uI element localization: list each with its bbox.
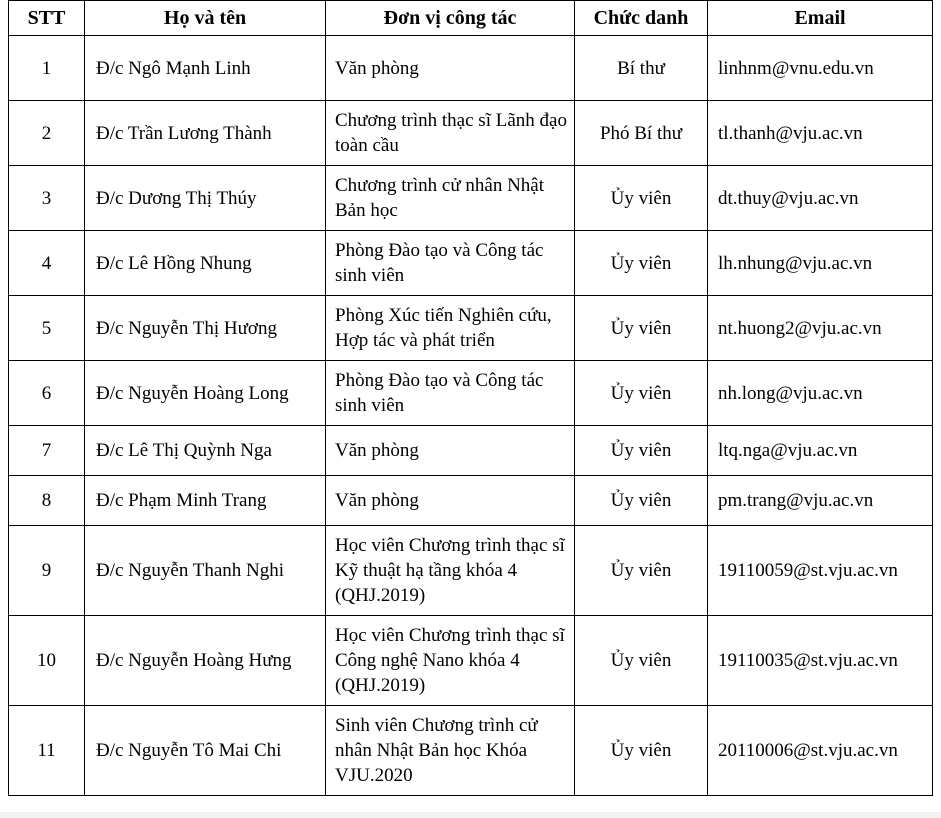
members-table [8,0,933,796]
cell-role: Ủy viên [575,231,708,296]
cell-email: linhnm@vnu.edu.vn [708,36,933,101]
cell-role: Ủy viên [575,706,708,796]
cell-name: Đ/c Nguyễn Thanh Nghi [85,526,326,616]
table-row [9,166,933,231]
cell-name: Đ/c Phạm Minh Trang [85,476,326,526]
header-unit: Đơn vị công tác [326,1,575,36]
cell-name: Đ/c Nguyễn Tô Mai Chi [85,706,326,796]
cell-email: nh.long@vju.ac.vn [708,361,933,426]
cell-email: 20110006@st.vju.ac.vn [708,706,933,796]
table-row [9,476,933,526]
table-row [9,426,933,476]
cell-unit: Văn phòng [326,36,575,101]
cell-stt: 9 [9,526,85,616]
cell-name: Đ/c Ngô Mạnh Linh [85,36,326,101]
cell-name: Đ/c Nguyễn Hoàng Hưng [85,616,326,706]
cell-stt: 5 [9,296,85,361]
cell-email: 19110035@st.vju.ac.vn [708,616,933,706]
cell-unit: Sinh viên Chương trình cử nhân Nhật Bản học Khóa VJU.2020 [326,706,575,796]
table-header-row [9,1,933,36]
cell-stt: 4 [9,231,85,296]
cell-email: tl.thanh@vju.ac.vn [708,101,933,166]
table-row [9,101,933,166]
header-role: Chức danh [575,1,708,36]
cell-role: Ủy viên [575,526,708,616]
cell-unit: Học viên Chương trình thạc sĩ Công nghệ Nano khóa 4 (QHJ.2019) [326,616,575,706]
cell-email: 19110059@st.vju.ac.vn [708,526,933,616]
cell-email: dt.thuy@vju.ac.vn [708,166,933,231]
cell-stt: 11 [9,706,85,796]
cell-stt: 10 [9,616,85,706]
cell-role: Ủy viên [575,166,708,231]
cell-stt: 3 [9,166,85,231]
table-row [9,361,933,426]
header-email: Email [708,1,933,36]
cell-email: nt.huong2@vju.ac.vn [708,296,933,361]
cell-name: Đ/c Nguyễn Hoàng Long [85,361,326,426]
bottom-margin-strip [0,812,941,818]
cell-unit: Phòng Xúc tiến Nghiên cứu, Hợp tác và phát triển [326,296,575,361]
cell-name: Đ/c Dương Thị Thúy [85,166,326,231]
table-row [9,706,933,796]
cell-name: Đ/c Nguyễn Thị Hương [85,296,326,361]
cell-role: Ủy viên [575,361,708,426]
table-row [9,296,933,361]
cell-email: pm.trang@vju.ac.vn [708,476,933,526]
header-stt: STT [9,1,85,36]
cell-unit: Chương trình cử nhân Nhật Bản học [326,166,575,231]
cell-role: Ủy viên [575,476,708,526]
cell-unit: Phòng Đào tạo và Công tác sinh viên [326,361,575,426]
cell-unit: Văn phòng [326,476,575,526]
cell-unit: Chương trình thạc sĩ Lãnh đạo toàn cầu [326,101,575,166]
cell-role: Bí thư [575,36,708,101]
cell-stt: 1 [9,36,85,101]
cell-email: lh.nhung@vju.ac.vn [708,231,933,296]
table-row [9,36,933,101]
cell-email: ltq.nga@vju.ac.vn [708,426,933,476]
cell-role: Ủy viên [575,616,708,706]
cell-stt: 7 [9,426,85,476]
cell-name: Đ/c Lê Thị Quỳnh Nga [85,426,326,476]
cell-stt: 2 [9,101,85,166]
cell-stt: 8 [9,476,85,526]
cell-unit: Văn phòng [326,426,575,476]
table-row [9,616,933,706]
cell-unit: Học viên Chương trình thạc sĩ Kỹ thuật hạ tầng khóa 4 (QHJ.2019) [326,526,575,616]
cell-role: Ủy viên [575,426,708,476]
table-row [9,231,933,296]
cell-stt: 6 [9,361,85,426]
table-row [9,526,933,616]
cell-name: Đ/c Lê Hồng Nhung [85,231,326,296]
cell-role: Phó Bí thư [575,101,708,166]
header-name: Họ và tên [85,1,326,36]
members-table-container [8,0,933,796]
cell-unit: Phòng Đào tạo và Công tác sinh viên [326,231,575,296]
cell-name: Đ/c Trần Lương Thành [85,101,326,166]
cell-role: Ủy viên [575,296,708,361]
